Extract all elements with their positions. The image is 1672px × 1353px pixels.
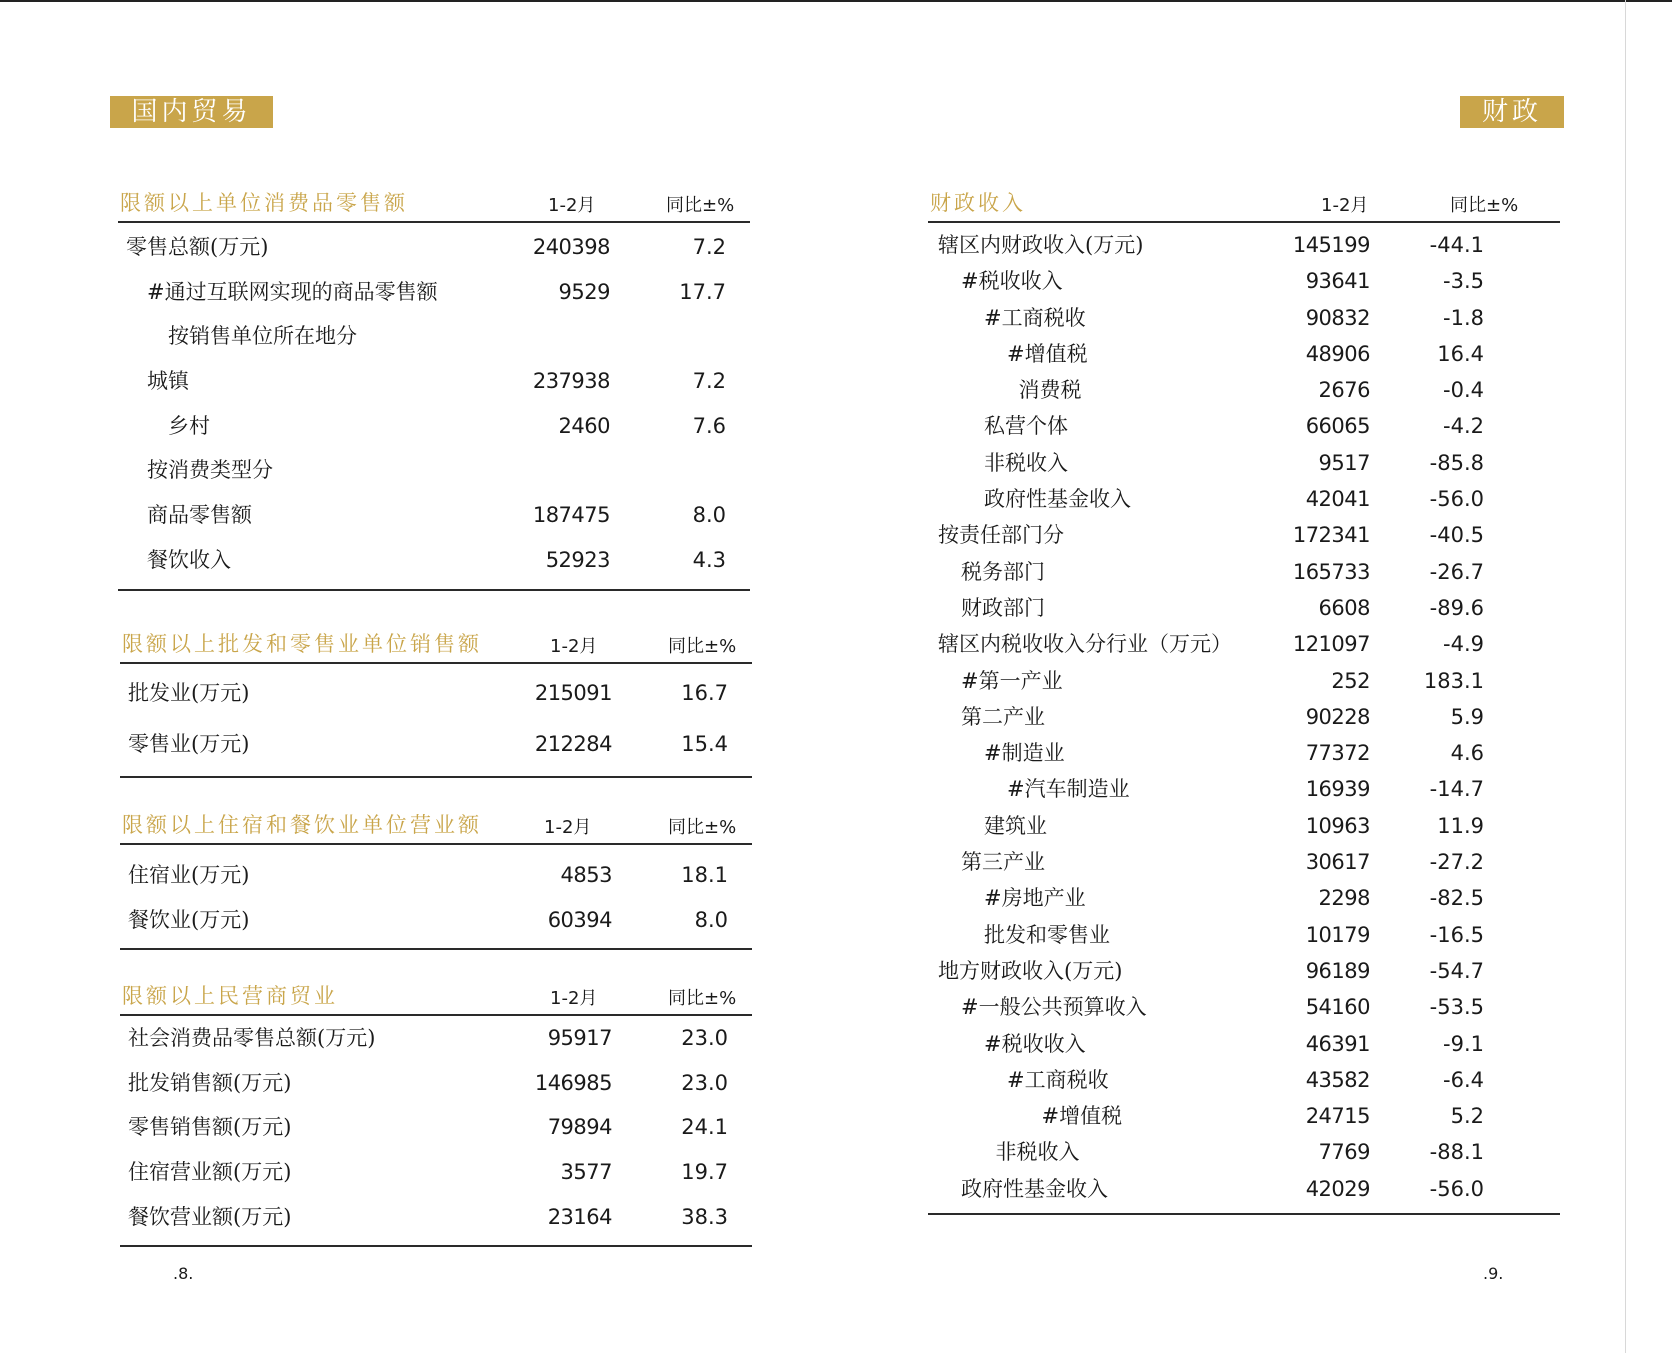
- section-title: 财政收入: [930, 191, 1026, 215]
- row-value: 93641: [1305, 269, 1370, 294]
- row-label: 政府性基金收入: [984, 487, 1131, 512]
- table-row: [120, 668, 752, 719]
- row-yoy: -56.0: [1429, 1176, 1484, 1201]
- row-value: 42041: [1305, 487, 1370, 512]
- row-label: 地方财政收入(万元): [938, 958, 1123, 983]
- table-row: [928, 808, 1560, 844]
- row-value: 30617: [1305, 850, 1370, 875]
- table-row: [118, 359, 750, 404]
- row-value: 240398: [532, 235, 610, 259]
- table-row: [928, 1171, 1560, 1207]
- row-yoy: -56.0: [1429, 487, 1484, 512]
- row-label: 财政部门: [961, 595, 1045, 620]
- table-row: [928, 1026, 1560, 1062]
- section-title: 限额以上批发和零售业单位销售额: [122, 632, 482, 656]
- row-yoy: 24.1: [681, 1115, 728, 1140]
- row-label: 私营个体: [984, 414, 1068, 439]
- table-row: [118, 404, 750, 449]
- row-yoy: -27.2: [1429, 850, 1484, 875]
- table-row: [928, 408, 1560, 444]
- row-yoy: 7.2: [692, 235, 726, 259]
- row-yoy: 8.0: [694, 907, 728, 932]
- row-label: 消费税: [1018, 378, 1082, 403]
- row-label: 住宿业(万元): [128, 863, 250, 887]
- table-row: [928, 554, 1560, 590]
- row-yoy: 15.4: [681, 732, 728, 756]
- table-row: [928, 771, 1560, 807]
- row-value: 90228: [1305, 704, 1370, 729]
- section-hotel-catering: [120, 810, 752, 950]
- row-value: 43582: [1305, 1067, 1370, 1092]
- row-label: 住宿营业额(万元): [128, 1160, 292, 1185]
- row-value: 24715: [1305, 1104, 1370, 1129]
- table-row: [928, 481, 1560, 517]
- row-yoy: -26.7: [1429, 559, 1484, 584]
- top-border: [0, 0, 1672, 2]
- table-row: [928, 300, 1560, 336]
- row-label: 第二产业: [961, 704, 1045, 729]
- col-header-period: 1-2月: [544, 817, 592, 838]
- row-value: 2298: [1318, 886, 1370, 911]
- row-yoy: 17.7: [679, 279, 726, 304]
- row-yoy: 4.3: [692, 547, 726, 572]
- row-yoy: -82.5: [1429, 886, 1484, 911]
- row-label: 城镇: [147, 369, 189, 394]
- row-label: #制造业: [984, 741, 1065, 766]
- col-header-yoy: 同比±%: [668, 988, 737, 1009]
- row-label: 零售总额(万元): [126, 235, 269, 259]
- table-row: [928, 699, 1560, 735]
- row-value: 10963: [1305, 813, 1370, 838]
- section-fiscal-revenue: [928, 188, 1560, 1215]
- table-row: [928, 336, 1560, 372]
- table-rows: [120, 845, 752, 950]
- row-value: 146985: [534, 1070, 612, 1095]
- row-value: 10179: [1305, 922, 1370, 947]
- row-yoy: -53.5: [1429, 995, 1484, 1020]
- row-yoy: 183.1: [1423, 668, 1484, 693]
- row-value: 172341: [1292, 523, 1370, 548]
- row-label: #汽车制造业: [1007, 777, 1130, 802]
- row-value: 2676: [1318, 378, 1370, 403]
- row-yoy: -40.5: [1429, 523, 1484, 548]
- table-row: [928, 1134, 1560, 1170]
- row-label: 辖区内财政收入(万元): [938, 233, 1144, 257]
- section-wholesale-retail: [120, 629, 752, 778]
- table-row: [120, 719, 752, 770]
- row-yoy: 16.7: [681, 681, 728, 705]
- row-value: 7769: [1318, 1140, 1370, 1165]
- row-value: 165733: [1292, 559, 1370, 584]
- row-value: 42029: [1305, 1176, 1370, 1201]
- table-row: [928, 663, 1560, 699]
- section-header: [120, 981, 752, 1016]
- row-yoy: -89.6: [1429, 595, 1484, 620]
- row-label: 按消费类型分: [147, 458, 273, 483]
- row-value: 52923: [545, 547, 610, 572]
- section-title: 限额以上单位消费品零售额: [120, 191, 408, 215]
- col-header-yoy: 同比±%: [1450, 195, 1519, 216]
- row-label: 餐饮营业额(万元): [128, 1204, 292, 1229]
- row-label: 辖区内税收收入分行业（万元）: [938, 632, 1232, 657]
- col-header-yoy: 同比±%: [668, 636, 737, 657]
- table-row: [118, 270, 750, 315]
- row-yoy: -3.5: [1443, 269, 1484, 294]
- row-label: 第三产业: [961, 850, 1045, 875]
- row-value: 6608: [1318, 595, 1370, 620]
- row-label: #一般公共预算收入: [961, 995, 1147, 1020]
- row-yoy: 5.9: [1450, 704, 1484, 729]
- row-value: 23164: [547, 1204, 612, 1229]
- row-label: 税务部门: [961, 559, 1045, 584]
- table-row: [928, 844, 1560, 880]
- row-label: 商品零售额: [147, 503, 252, 528]
- section-title: 限额以上住宿和餐饮业单位营业额: [122, 813, 482, 837]
- section-private-commerce: [120, 981, 752, 1247]
- row-label: 非税收入: [995, 1140, 1080, 1165]
- table-row: [928, 953, 1560, 989]
- chapter-badge-finance: 财政: [1460, 96, 1564, 128]
- table-row: [120, 1016, 752, 1061]
- row-yoy: -4.9: [1443, 632, 1484, 657]
- row-label: #工商税收: [1007, 1067, 1109, 1092]
- row-yoy: -85.8: [1429, 450, 1484, 475]
- row-value: 237938: [532, 369, 610, 394]
- table-row: [928, 263, 1560, 299]
- section-header: [120, 810, 752, 845]
- table-row: [928, 445, 1560, 481]
- table-row: [928, 227, 1560, 263]
- table-row: [928, 372, 1560, 408]
- row-label: 建筑业: [984, 813, 1047, 838]
- table-row: [928, 1098, 1560, 1134]
- table-row: [120, 853, 752, 898]
- row-yoy: -88.1: [1429, 1140, 1484, 1165]
- row-label: #通过互联网实现的商品零售额: [147, 279, 438, 304]
- chapter-badge-domestic-trade: 国内贸易: [110, 96, 273, 128]
- row-label: 按销售单位所在地分: [168, 324, 357, 349]
- row-value: 252: [1331, 668, 1370, 693]
- table-rows: [928, 223, 1560, 1215]
- table-row: [118, 314, 750, 359]
- row-yoy: -0.4: [1443, 378, 1484, 403]
- page-number: .9.: [1483, 1264, 1504, 1283]
- table-row: [120, 1105, 752, 1150]
- row-label: #房地产业: [984, 886, 1086, 911]
- row-yoy: -6.4: [1443, 1067, 1484, 1092]
- row-label: 乡村: [168, 413, 210, 438]
- row-label: #增值税: [1041, 1104, 1123, 1129]
- row-value: 95917: [547, 1026, 612, 1050]
- section-header: [928, 188, 1560, 223]
- table-row: [118, 448, 750, 493]
- row-value: 4853: [560, 863, 612, 887]
- row-value: 79894: [547, 1115, 612, 1140]
- col-header-period: 1-2月: [550, 988, 598, 1009]
- row-value: 48906: [1305, 341, 1370, 366]
- col-header-period: 1-2月: [550, 636, 598, 657]
- col-header-yoy: 同比±%: [668, 817, 737, 838]
- row-label: 餐饮业(万元): [128, 907, 250, 932]
- row-label: 按责任部门分: [938, 523, 1064, 548]
- row-value: 46391: [1305, 1031, 1370, 1056]
- row-label: #工商税收: [984, 305, 1086, 330]
- table-row: [928, 517, 1560, 553]
- row-label: 餐饮收入: [147, 547, 231, 572]
- row-yoy: -9.1: [1443, 1031, 1484, 1056]
- col-header-period: 1-2月: [1321, 195, 1369, 216]
- section-title: 限额以上民营商贸业: [122, 984, 338, 1008]
- table-row: [120, 1195, 752, 1240]
- table-row: [928, 989, 1560, 1025]
- row-yoy: 4.6: [1450, 741, 1484, 766]
- row-yoy: 7.6: [692, 413, 726, 438]
- table-row: [928, 917, 1560, 953]
- row-yoy: 5.2: [1450, 1104, 1484, 1129]
- table-row: [928, 735, 1560, 771]
- table-row: [118, 538, 750, 583]
- row-yoy: -54.7: [1429, 958, 1484, 983]
- row-label: #第一产业: [961, 668, 1063, 693]
- row-value: 121097: [1292, 632, 1370, 657]
- row-yoy: 16.4: [1437, 341, 1484, 366]
- row-value: 145199: [1292, 233, 1370, 257]
- row-value: 187475: [532, 503, 610, 528]
- row-label: 政府性基金收入: [961, 1176, 1108, 1201]
- row-value: 215091: [534, 681, 612, 705]
- row-value: 90832: [1305, 305, 1370, 330]
- row-label: 批发销售额(万元): [128, 1070, 292, 1095]
- row-label: 零售销售额(万元): [128, 1115, 292, 1140]
- row-yoy: 23.0: [681, 1070, 728, 1095]
- row-value: 66065: [1305, 414, 1370, 439]
- row-label: #税收收入: [961, 269, 1063, 294]
- row-label: 社会消费品零售总额(万元): [128, 1026, 376, 1050]
- row-yoy: 18.1: [681, 863, 728, 887]
- table-rows: [120, 664, 752, 778]
- table-row: [928, 626, 1560, 662]
- col-header-yoy: 同比±%: [666, 195, 735, 216]
- row-yoy: -1.8: [1443, 305, 1484, 330]
- row-yoy: 7.2: [692, 369, 726, 394]
- table-rows: [120, 1016, 752, 1247]
- row-label: 批发业(万元): [128, 681, 250, 705]
- row-value: 54160: [1305, 995, 1370, 1020]
- row-yoy: 19.7: [681, 1160, 728, 1185]
- table-row: [928, 590, 1560, 626]
- table-row: [120, 898, 752, 943]
- row-yoy: -44.1: [1429, 233, 1484, 257]
- row-yoy: -4.2: [1443, 414, 1484, 439]
- row-yoy: 8.0: [692, 503, 726, 528]
- row-value: 9529: [558, 279, 610, 304]
- section-header: [118, 188, 750, 223]
- row-label: 批发和零售业: [984, 922, 1110, 947]
- row-value: 96189: [1305, 958, 1370, 983]
- row-value: 77372: [1305, 741, 1370, 766]
- row-yoy: -16.5: [1429, 922, 1484, 947]
- row-value: 212284: [534, 732, 612, 756]
- table-rows: [118, 223, 750, 591]
- row-value: 3577: [560, 1160, 612, 1185]
- row-yoy: 11.9: [1437, 813, 1484, 838]
- table-row: [928, 1062, 1560, 1098]
- section-retail-sales: [118, 188, 750, 591]
- section-header: [120, 629, 752, 664]
- row-yoy: -14.7: [1429, 777, 1484, 802]
- table-row: [120, 1150, 752, 1195]
- table-row: [118, 225, 750, 270]
- table-row: [928, 880, 1560, 916]
- row-value: 60394: [547, 907, 612, 932]
- row-label: #增值税: [1007, 341, 1088, 366]
- row-label: 零售业(万元): [128, 732, 250, 756]
- row-label: #税收收入: [984, 1031, 1086, 1056]
- page-edge: [1625, 0, 1626, 1353]
- row-yoy: 23.0: [681, 1026, 728, 1050]
- row-label: 非税收入: [984, 450, 1068, 475]
- table-row: [120, 1061, 752, 1106]
- row-yoy: 38.3: [681, 1204, 728, 1229]
- row-value: 9517: [1318, 450, 1370, 475]
- table-row: [118, 493, 750, 538]
- row-value: 16939: [1305, 777, 1370, 802]
- row-value: 2460: [558, 413, 610, 438]
- col-header-period: 1-2月: [548, 195, 596, 216]
- page-number: .8.: [173, 1264, 194, 1283]
